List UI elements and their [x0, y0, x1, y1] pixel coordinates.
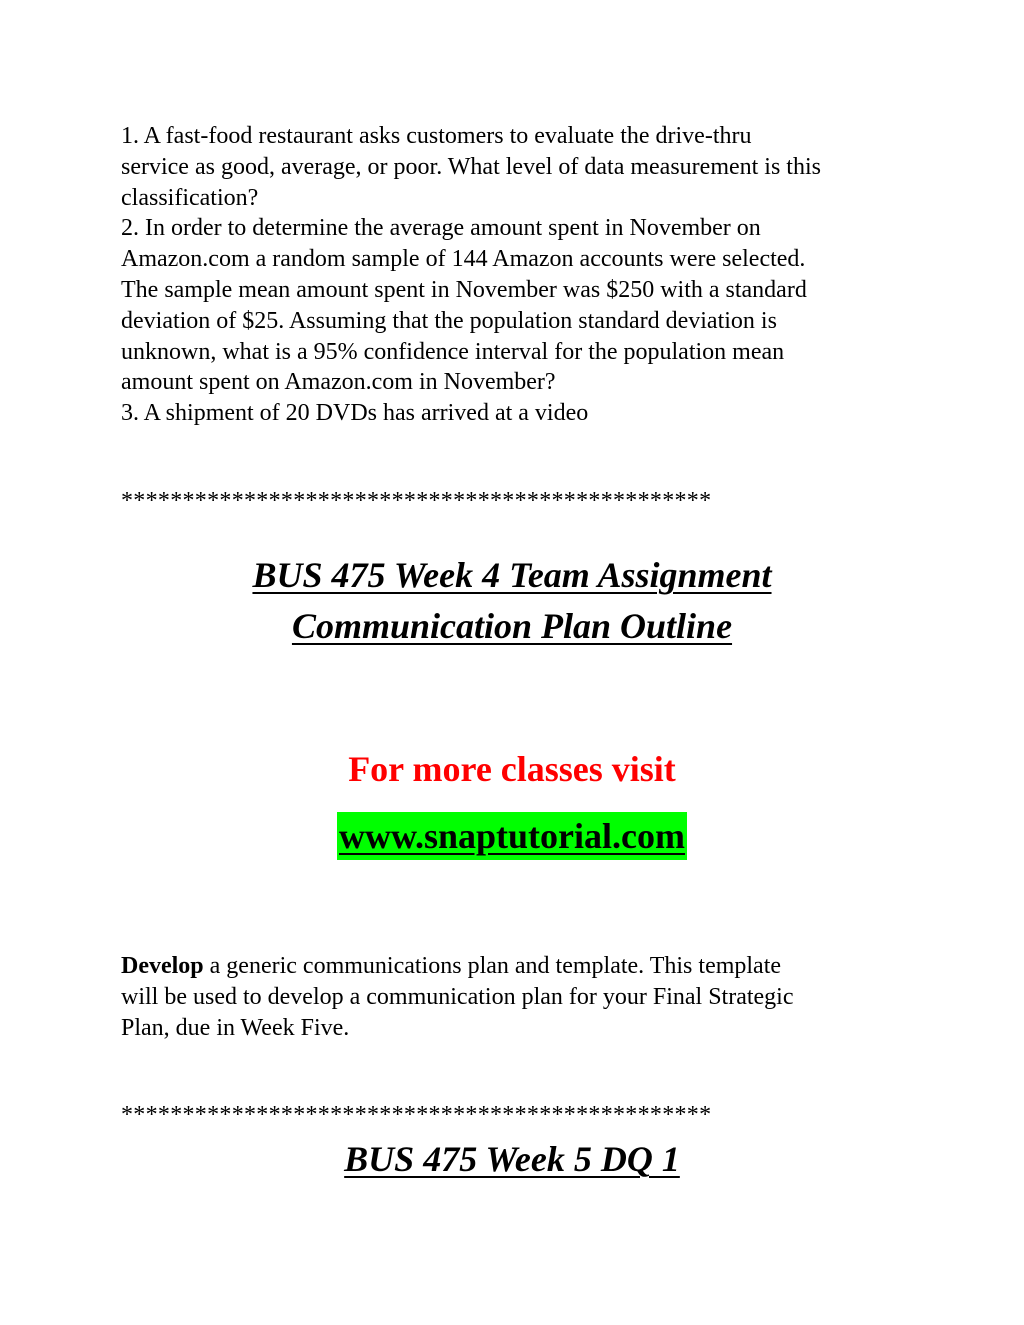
section-title-week4-line2	[0, 601, 1024, 651]
question-line: 2. In order to determine the average amount spent in November on	[121, 215, 761, 242]
questions-block	[121, 121, 921, 429]
section-title-line2: Communication Plan Outline	[291, 606, 733, 646]
question-line: classification?	[121, 184, 259, 211]
question-line: unknown, what is a 95% confidence interval for the population mean	[121, 338, 785, 365]
question-line: service as good, average, or poor. What level of data measurement is this	[121, 153, 821, 180]
snaptutorial-link[interactable]: www.snaptutorial.com	[337, 812, 687, 860]
promo-link-wrap	[0, 812, 1024, 860]
separator-line: ************************************************	[121, 488, 712, 514]
question-line: deviation of $25. Assuming that the population standard deviation is	[121, 307, 777, 334]
question-line: 1. A fast-food restaurant asks customers to evaluate the drive-thru	[121, 123, 752, 149]
description-line3: Plan, due in Week Five.	[121, 1014, 350, 1041]
separator-line-2: ************************************************	[121, 1102, 712, 1128]
section-title-week5-text: BUS 475 Week 5 DQ 1	[344, 1139, 680, 1179]
question-line: amount spent on Amazon.com in November?	[121, 369, 556, 396]
section-title-week4	[0, 550, 1024, 600]
description-line2: will be used to develop a communication plan for your Final Strategic	[121, 983, 794, 1010]
section-title-line1: BUS 475 Week 4 Team Assignment	[252, 555, 772, 595]
description-line1-text: a generic communications plan and template. This template	[203, 953, 782, 979]
promo-visit-text: For more classes visit	[348, 749, 676, 789]
question-line: 3. A shipment of 20 DVDs has arrived at a video	[121, 400, 589, 427]
question-line: The sample mean amount spent in November was $250 with a standard	[121, 276, 807, 303]
description-block	[121, 951, 921, 1043]
description-bold-word: Develop	[121, 953, 204, 979]
description-line1	[121, 951, 921, 982]
question-line: Amazon.com a random sample of 144 Amazon accounts were selected.	[121, 246, 806, 273]
section-title-week5	[0, 1134, 1024, 1184]
